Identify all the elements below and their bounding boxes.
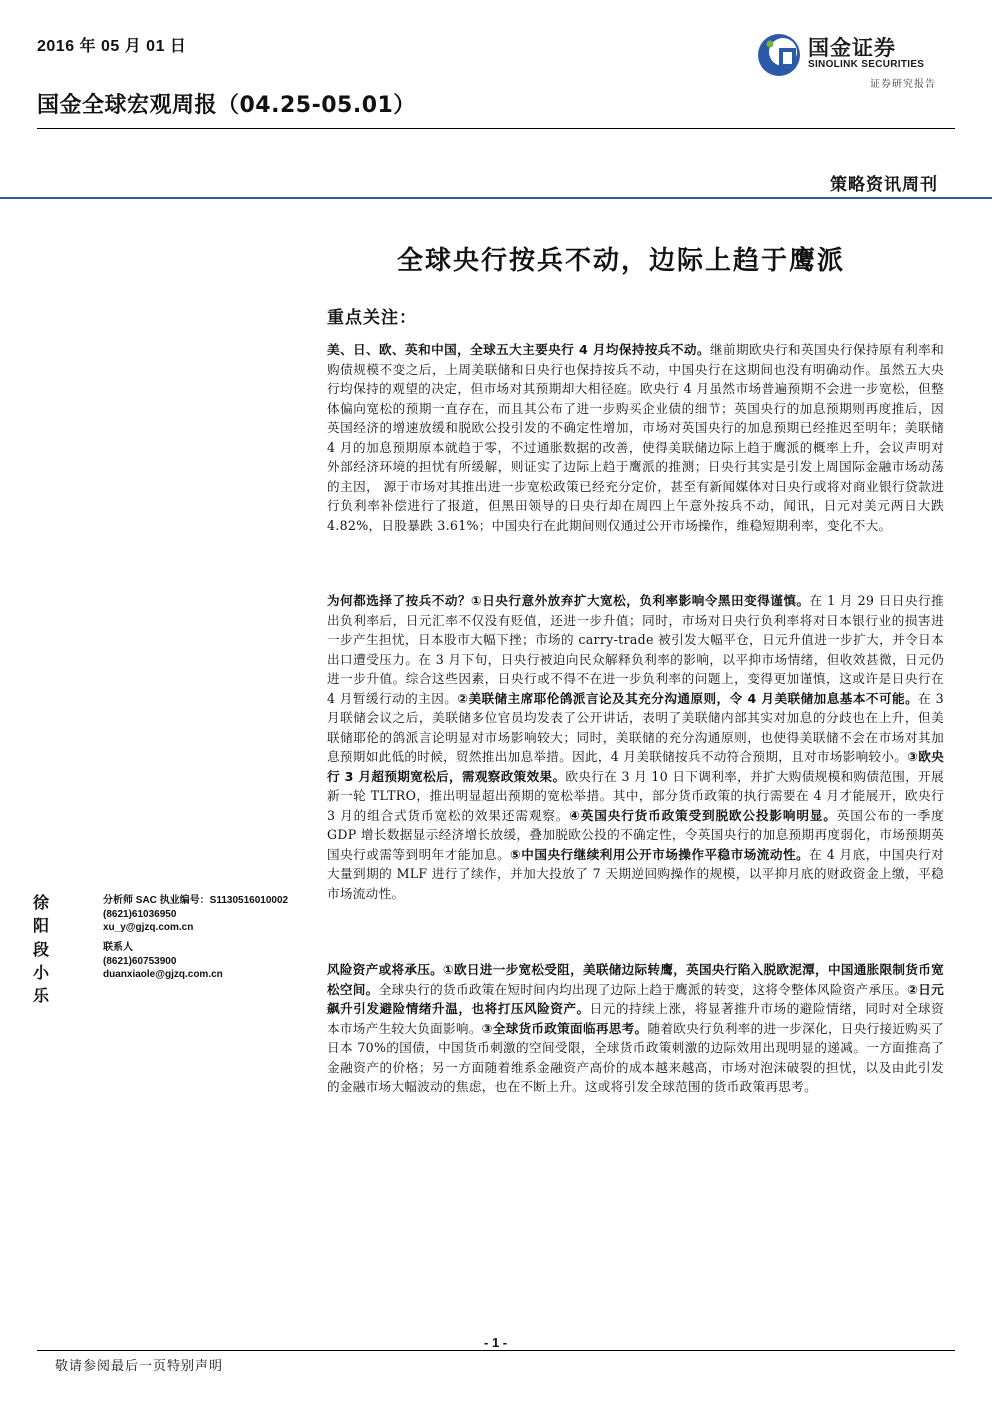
paragraph-lead: 为何都选择了按兵不动？①日央行意外放弃扩大宽松，负利率影响令黑田变得谨慎。 bbox=[327, 593, 810, 608]
report-date: 2016 年 05 月 01 日 bbox=[37, 38, 187, 55]
report-title: 国金全球宏观周报（04.25-05.01） bbox=[37, 93, 416, 118]
paragraph-body: 全球央行的货币政策在短时间内均出现了边际上趋于鹰派的转变，这将令整体风险资产承压。 bbox=[378, 981, 908, 997]
analyst-email[interactable]: xu_y@gjzq.com.cn bbox=[103, 922, 194, 933]
paragraph-body: 欧央行在 3 月 10 日下调利率，并扩大购债规模和购债范围，开展新一轮 TLTRO，推出明显超出预期的宽松举措。其中，部分货币政策的执行需要在 4 月才能展开，欧央行 3 月的组合式货币宽松的效果还需观察。 bbox=[327, 768, 944, 823]
paragraph-point: ⑤中国央行继续利用公开市场操作平稳市场流动性。 bbox=[510, 846, 810, 862]
analyst-credential: 分析师 SAC 执业编号：S1130516010002 bbox=[103, 895, 289, 906]
paragraph-body: 继前期欧央行和英国央行保持原有利率和购债规模不变之后，上周美联储和日央行也保持按兵不动，中国央行在这期间也没有明确动作。虽然五大央行均保持的观望的决定，但市场对其预期却大相径庭。欧央行 4 月虽然市场普遍预期不会进一步宽松，但整体偏向宽松的预期一直存在，而且其公布了进一步购买企业债的细节；英国央行的加息预期则再度推后，因英国经济的增速放缓和脱欧公投引发的不确定性增加，市场对英国央行的加息预期已经推迟至明年；美联储 4 月的加息预期原本就趋于零，不过通胀数据的改善，使得美联储边际上趋于鹰派的概率上升，会议声明对外部经济环境的担忧有所缓解，则证实了边际上趋于鹰派的推测；日央行其实是引发上周国际金融市场动荡的主因， 源于市场对其推出进一步宽松政策已经充分定价，甚至有新闻媒体对日央行或将对商业银行贷款进行负利率补偿进行了报道，但黑田领导的日央行却在周四上午意外按兵不动，闻讯，日元对美元两日大跌 4.82%，日股暴跌 3.61%；中国央行在此期间则仅通过公开市场操作，维稳短期利率，变化不大。 bbox=[327, 342, 944, 533]
logo-name-cn: 国金证券 bbox=[808, 36, 896, 60]
paragraph-body: 英国公布的一季度 GDP 增长数据显示经济增长放缓，叠加脱欧公投的不确定性，令英国央行的加息预期再度弱化，市场预期英国央行或需等到明年才能加息。 bbox=[327, 807, 945, 862]
analyst-name: 段小乐 bbox=[33, 940, 52, 1005]
logo-name-en: SINOLINK SECURITIES bbox=[808, 59, 925, 70]
paragraph-risk-assets bbox=[327, 960, 944, 1097]
paragraph-central-banks bbox=[327, 340, 944, 535]
paragraph-lead: 美、日、欧、英和中国，全球五大主要央行 4 月均保持按兵不动。 bbox=[327, 342, 710, 357]
analyst-phone: (8621)61036950 bbox=[103, 908, 177, 920]
key-points-title: 重点关注： bbox=[327, 308, 417, 328]
section-tag: 策略资讯周刊 bbox=[830, 175, 938, 195]
paragraph-point: ②美联储主席耶伦鸽派言论及其充分沟通原则，令 4 月美联储加息基本不可能。 bbox=[457, 690, 919, 706]
analyst-email[interactable]: duanxiaole@gjzq.com.cn bbox=[103, 969, 223, 980]
paragraph-point: ③欧央行 3 月超预期宽松后，需观察政策效果。 bbox=[327, 749, 944, 784]
paragraph-body: 在 4 月底，中国央行对大量到期的 MLF 进行了续作，并加大投放了 7 天期逆回购操作的规模，以平抑月底的财政资金上缴，平稳市场流动性。 bbox=[327, 846, 944, 901]
paragraph-point: ④英国央行货币政策受到脱欧公投影响明显。 bbox=[569, 807, 837, 823]
analyst-phone: (8621)60753900 bbox=[103, 955, 177, 967]
paragraph-point: ③全球货币政策面临再思考。 bbox=[481, 1020, 648, 1036]
analyst-credential: 联系人 bbox=[103, 942, 133, 953]
sinolink-logo-icon bbox=[756, 32, 802, 78]
paragraph-body: 在 3 月联储会议之后，美联储多位官员均发表了公开讲话，表明了美联储内部其实对加息的分歧也在上升，但美联储耶伦的鸽派言论明显对市场影响较大；同时，美联储的充分沟通原则，也使得美联储不会在市场对其加息预期如此低的时候，贸然推出加息举措。因此，4 月美联储按兵不动符合预期，且对市场影响较小。 bbox=[327, 690, 944, 764]
footer-divider bbox=[37, 1350, 955, 1351]
paragraph-point: ②日元飙升引发避险情绪升温，也将打压风险资产。 bbox=[327, 981, 944, 1016]
paragraph-why-hold bbox=[327, 591, 944, 903]
paragraph-lead: 风险资产或将承压。①欧日进一步宽松受阻，美联储边际转鹰，英国央行陷入脱欧泥潭，中国通胀限制货币宽松空间。 bbox=[327, 962, 944, 997]
footer-disclaimer: 敬请参阅最后一页特别声明 bbox=[55, 1359, 224, 1374]
analyst-name: 徐阳 bbox=[33, 893, 52, 935]
company-logo bbox=[756, 28, 956, 94]
analyst-info bbox=[103, 894, 288, 935]
page-number: - 1 - bbox=[484, 1335, 508, 1350]
section-divider bbox=[0, 197, 992, 199]
paragraph-body: 随着欧央行负利率的进一步深化，日央行接近购买了日本 70%的国债，中国货币刺激的空间受限，全球货币政策刺激的边际效用出现明显的递减。一方面推高了金融资产的价格；另一方面随着维系金融资产高价的成本越来越高，市场对泡沫破裂的担忧，以及由此引发的金融市场大幅波动的焦虑，也在不断上升。这或将引发全球范围的货币政策再思考。 bbox=[327, 1020, 944, 1094]
header-divider bbox=[37, 128, 955, 129]
analyst-info bbox=[103, 941, 223, 982]
logo-subtitle: 证券研究报告 bbox=[870, 79, 936, 90]
paragraph-body: 在 1 月 29 日日央行推出负利率后，日元汇率不仅没有贬值，还进一步升值；同时，市场对日央行负利率将对日本银行业的损害进一步产生担忧，日本股市大幅下挫；市场的 carry-trade 被引发大幅平仓，日元升值进一步扩大，并令日本出口遭受压力。在 3 月下旬，日央行被迫向民众解释负利率的影响，以平抑市场情绪，但收效甚微，日元仍进一步升值。综合这些因素，日央行或不得不在进一步负利率的问题上，变得更加谨慎，这或许是日央行在 4 月暂缓行动的主因。 bbox=[327, 593, 944, 706]
headline: 全球央行按兵不动，边际上趋于鹰派 bbox=[397, 246, 846, 276]
paragraph-body: 日元的持续上涨，将显著推升市场的避险情绪，同时对全球资本市场产生较大负面影响。 bbox=[327, 1001, 944, 1036]
